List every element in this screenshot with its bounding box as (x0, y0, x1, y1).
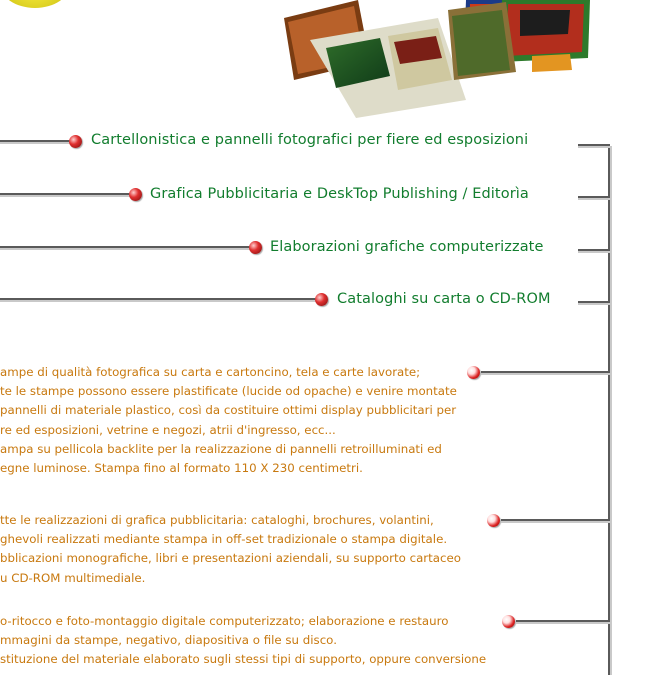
description-line: ampa su pellicola backlite per la realizzazione di pannelli retroilluminati ed (0, 441, 442, 456)
red-bullet-icon (487, 514, 500, 527)
red-bullet-icon (502, 615, 515, 628)
connector-line (481, 371, 610, 373)
service-fiere[interactable]: Cartellonistica e pannelli fotografici per fiere ed esposizioni (91, 132, 529, 148)
company-logo (0, 0, 70, 8)
description-line: u CD-ROM multimediale. (0, 570, 146, 585)
connector-line (578, 196, 610, 198)
description-line: re ed esposizioni, vetrine e negozi, atrii d'ingresso, ecc... (0, 422, 336, 437)
red-bullet-icon (69, 135, 82, 148)
service-grafica[interactable]: Grafica Pubblicitaria e DeskTop Publishing / Editorìa (150, 186, 529, 202)
description-line: stituzione del materiale elaborato sugli stessi tipi di supporto, oppure conversione (0, 652, 487, 667)
red-bullet-icon (315, 293, 328, 306)
description-line: pannelli di materiale plastico, così da costituire ottimi display pubblicitari per (0, 403, 457, 418)
service-cataloghi[interactable]: Cataloghi su carta o CD-ROM (337, 291, 551, 307)
connector-line (0, 193, 130, 195)
connector-line (0, 140, 70, 142)
description-line: ampe di qualità fotografica su carta e cartoncino, tela e carte lavorate; (0, 365, 421, 379)
description-line: tte le realizzazioni di grafica pubblicitaria: cataloghi, brochures, volantini, (0, 513, 434, 527)
description-elaborazioni (0, 612, 486, 670)
description-line: egne luminose. Stampa fino al formato 110 X 230 centimetri. (0, 461, 363, 476)
description-grafica (0, 511, 461, 588)
description-fiere (0, 363, 457, 478)
connector-line (0, 246, 250, 248)
connector-line (578, 144, 610, 146)
connector-line (578, 301, 610, 303)
connector-line (0, 298, 316, 300)
service-elaborazioni[interactable]: Elaborazioni grafiche computerizzate (270, 239, 544, 255)
description-line: bblicazioni monografiche, libri e presentazioni aziendali, su supporto cartaceo (0, 551, 461, 566)
catalog-illustration (270, 0, 600, 118)
description-line: te le stampe possono essere plastificate (lucide od opache) e venire montate (0, 384, 457, 399)
description-line: ghevoli realizzati mediante stampa in off-set tradizionale o stampa digitale. (0, 532, 448, 547)
red-bullet-icon (467, 366, 480, 379)
connector-vertical (608, 146, 610, 675)
description-line: mmagini da stampe, negativo, diapositiva o file su disco. (0, 633, 337, 648)
red-bullet-icon (129, 188, 142, 201)
description-line: o-ritocco e foto-montaggio digitale computerizzato; elaborazione e restauro (0, 614, 449, 628)
connector-line (578, 249, 610, 251)
red-bullet-icon (249, 241, 262, 254)
connector-line (501, 519, 610, 521)
connector-line (516, 620, 610, 622)
